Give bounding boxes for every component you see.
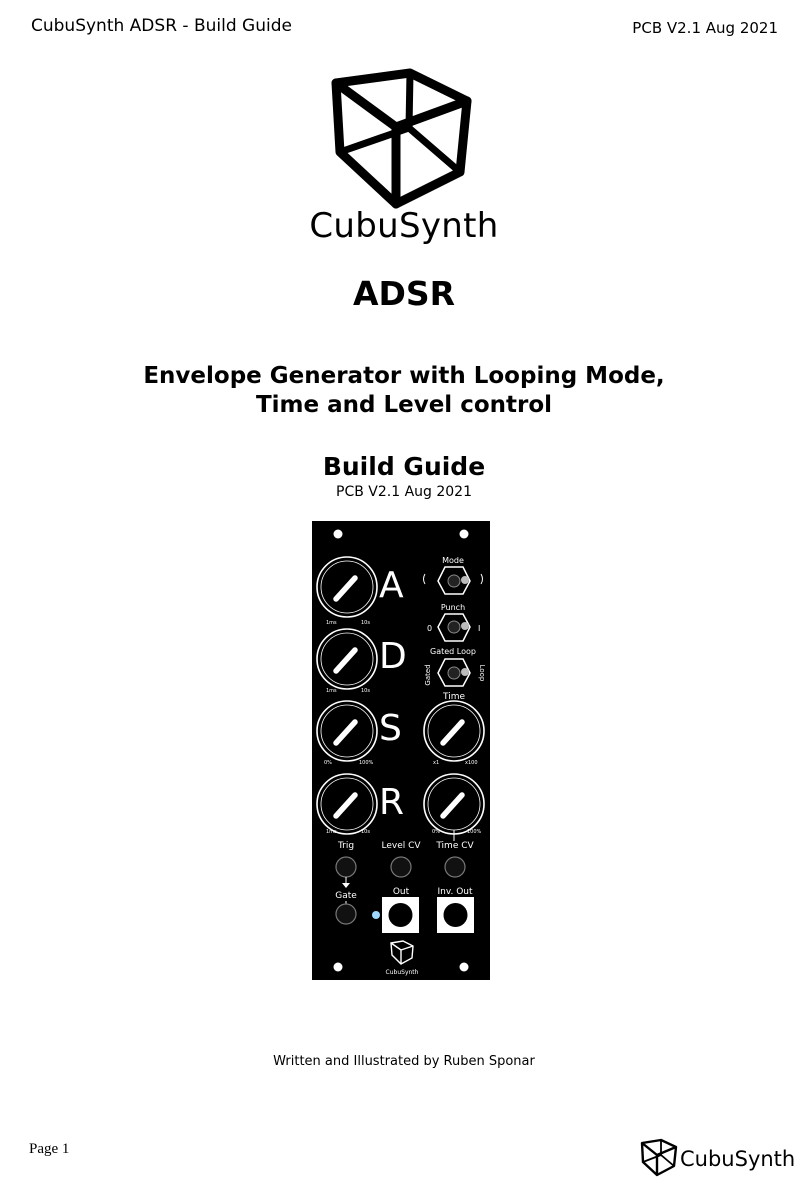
mount-hole-tr xyxy=(460,530,469,539)
jack-level-cv xyxy=(391,857,411,877)
jack-gate xyxy=(336,904,356,924)
subtitle-line-1: Envelope Generator with Looping Mode, xyxy=(143,363,665,389)
jack-time-cv xyxy=(445,857,465,877)
svg-text:Gated: Gated xyxy=(424,664,432,686)
jack-trig xyxy=(336,857,356,877)
svg-text:x1: x1 xyxy=(433,760,440,766)
subtitle-line-2: Time and Level control xyxy=(255,392,553,418)
svg-text:1ms: 1ms xyxy=(326,620,337,626)
header-version: PCB V2.1 Aug 2021 xyxy=(632,19,778,37)
svg-text:100%: 100% xyxy=(467,829,482,835)
svg-text:10s: 10s xyxy=(361,688,370,694)
letter-s: S xyxy=(379,708,402,749)
label-inv-out: Inv. Out xyxy=(437,887,473,897)
label-time-cv: Time CV xyxy=(436,841,474,851)
label-out: Out xyxy=(392,887,410,897)
section-title: Build Guide xyxy=(322,452,486,481)
footer-logo xyxy=(640,1138,796,1180)
label-level-cv: Level CV xyxy=(381,841,421,851)
page-number: Page 1 xyxy=(29,1141,70,1157)
letter-a: A xyxy=(379,565,404,606)
mount-hole-br xyxy=(460,963,469,972)
module-panel xyxy=(312,521,490,980)
footer-logo-text: CubuSynth xyxy=(680,1147,796,1171)
led xyxy=(372,911,380,919)
label-time: Time xyxy=(442,692,466,702)
label-punch: Punch xyxy=(440,603,466,612)
author-credit: Written and Illustrated by Ruben Sponar xyxy=(273,1054,535,1069)
svg-text:Loop: Loop xyxy=(478,664,486,682)
switch-punch xyxy=(438,614,470,641)
svg-text:I: I xyxy=(478,624,481,633)
mount-hole-bl xyxy=(334,963,343,972)
cube-icon xyxy=(330,68,474,212)
svg-text:1ms: 1ms xyxy=(326,829,337,835)
svg-text:100%: 100% xyxy=(359,760,374,766)
label-gate: Gate xyxy=(335,891,357,901)
jack-out xyxy=(382,897,419,933)
page-title: ADSR xyxy=(352,274,456,313)
letter-d: D xyxy=(379,636,407,677)
svg-text:0: 0 xyxy=(427,624,433,633)
header-title: CubuSynth ADSR - Build Guide xyxy=(31,16,292,36)
label-trig: Trig xyxy=(337,841,355,851)
svg-text:x100: x100 xyxy=(465,760,478,766)
footer-cube-icon xyxy=(640,1138,678,1178)
label-gated-loop: Gated Loop xyxy=(430,647,476,656)
jack-inv-out xyxy=(437,897,474,933)
panel-logo-text: CubuSynth xyxy=(385,969,419,976)
svg-text:10s: 10s xyxy=(361,829,370,835)
switch-gated-loop xyxy=(438,659,470,686)
letter-r: R xyxy=(379,782,405,823)
section-version: PCB V2.1 Aug 2021 xyxy=(336,484,472,500)
subtitle xyxy=(0,362,808,420)
svg-text:0%: 0% xyxy=(432,829,440,835)
svg-text:10s: 10s xyxy=(361,620,370,626)
svg-text:1ms: 1ms xyxy=(326,688,337,694)
label-mode: Mode xyxy=(442,556,464,565)
svg-text:0%: 0% xyxy=(324,760,332,766)
mount-hole-tl xyxy=(334,530,343,539)
brand-name: CubuSynth xyxy=(309,206,499,246)
